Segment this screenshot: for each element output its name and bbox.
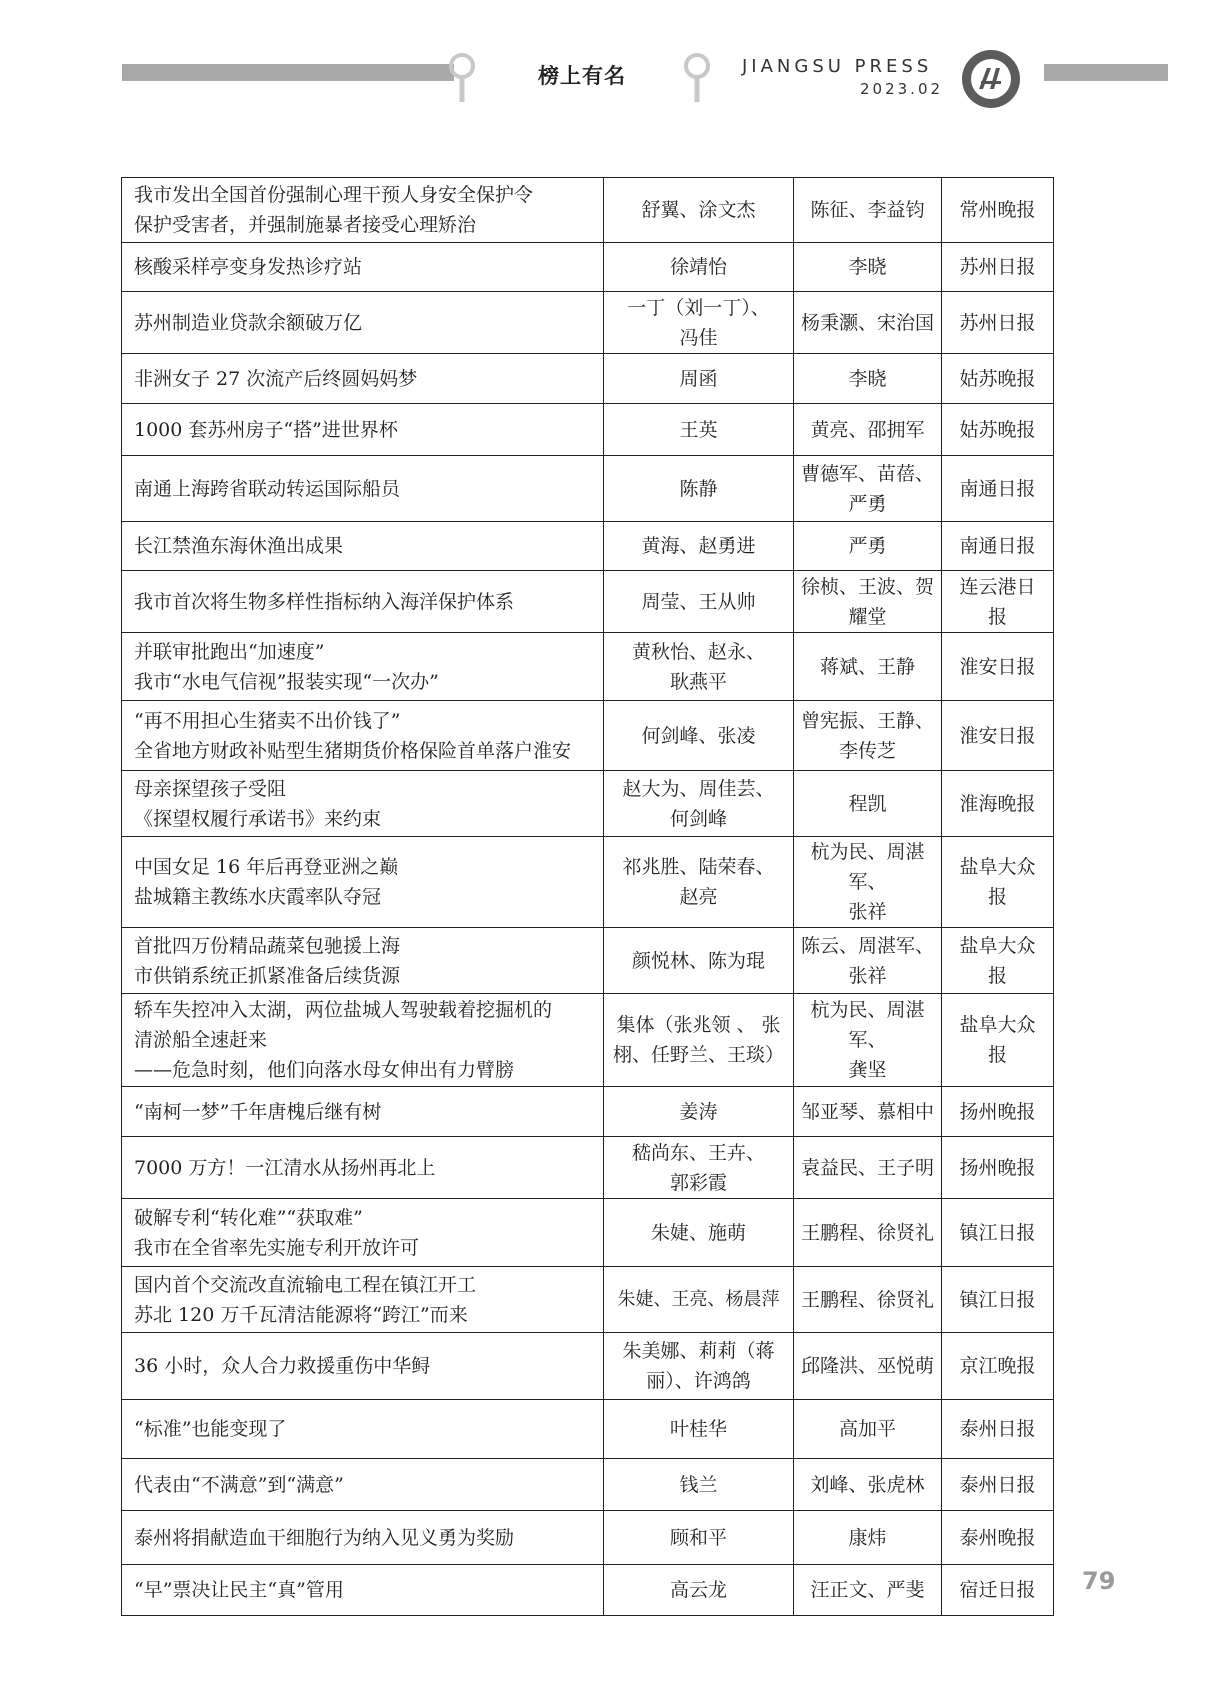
- table-row: [122, 633, 1054, 701]
- header-bar-right: [1044, 64, 1168, 81]
- editors-cell: 刘峰、张虎林: [794, 1459, 942, 1511]
- authors-cell: 钱兰: [604, 1459, 794, 1511]
- newspaper-cell: 泰州日报: [942, 1459, 1054, 1511]
- newspaper-cell: 淮安日报: [942, 633, 1054, 701]
- table-row: [122, 456, 1054, 522]
- newspaper-cell: 苏州日报: [942, 243, 1054, 292]
- authors-cell: 一丁（刘一丁）、 冯佳: [604, 292, 794, 354]
- section-title: 榜上有名: [538, 64, 626, 88]
- table-row: [122, 354, 1054, 404]
- authors-cell: 集体（张兆领 、 张 栩、任野兰、王琰）: [604, 994, 794, 1087]
- newspaper-cell: 南通日报: [942, 456, 1054, 522]
- editors-cell: 陈征、李益钧: [794, 178, 942, 243]
- issue-date: 2023.02: [860, 80, 944, 98]
- work-title-cell: 苏州制造业贷款余额破万亿: [122, 292, 604, 354]
- table-row: [122, 522, 1054, 571]
- newspaper-cell: 连云港日 报: [942, 571, 1054, 633]
- table-row: [122, 571, 1054, 633]
- editors-cell: 徐桢、王波、贺 耀堂: [794, 571, 942, 633]
- work-title-cell: 轿车失控冲入太湖，两位盐城人驾驶载着挖掘机的 清淤船全速赶来 ——危急时刻，他们向落水母女伸出有力臂膀: [122, 994, 604, 1087]
- table-row: [122, 1511, 1054, 1565]
- newspaper-cell: 镇江日报: [942, 1267, 1054, 1333]
- work-title-cell: “再不用担心生猪卖不出价钱了” 全省地方财政补贴型生猪期货价格保险首单落户淮安: [122, 701, 604, 771]
- editors-cell: 康炜: [794, 1511, 942, 1565]
- editors-cell: 袁益民、王子明: [794, 1137, 942, 1199]
- table-row: [122, 1267, 1054, 1333]
- editors-cell: 汪正文、严斐: [794, 1565, 942, 1616]
- authors-cell: 黄海、赵勇进: [604, 522, 794, 571]
- table-row: [122, 1087, 1054, 1137]
- work-title-cell: 母亲探望孩子受阻 《探望权履行承诺书》来约束: [122, 771, 604, 837]
- header-bar-left: [122, 64, 454, 81]
- authors-cell: 叶桂华: [604, 1400, 794, 1459]
- newspaper-cell: 姑苏晚报: [942, 404, 1054, 456]
- work-title-cell: 并联审批跑出“加速度” 我市“水电气信视”报装实现“一次办”: [122, 633, 604, 701]
- newspaper-cell: 淮海晚报: [942, 771, 1054, 837]
- page-number: 79: [1082, 1567, 1116, 1595]
- authors-cell: 赵大为、周佳芸、 何剑峰: [604, 771, 794, 837]
- table-row: [122, 1199, 1054, 1267]
- table-row: [122, 1137, 1054, 1199]
- newspaper-cell: 宿迁日报: [942, 1565, 1054, 1616]
- table-row: [122, 771, 1054, 837]
- work-title-cell: 7000 万方！一江清水从扬州再北上: [122, 1137, 604, 1199]
- newspaper-cell: 泰州晚报: [942, 1511, 1054, 1565]
- editors-cell: 邹亚琴、慕相中: [794, 1087, 942, 1137]
- table-row: [122, 701, 1054, 771]
- editors-cell: 黄亮、邵拥军: [794, 404, 942, 456]
- table-row: [122, 1400, 1054, 1459]
- authors-cell: 陈静: [604, 456, 794, 522]
- newspaper-cell: 扬州晚报: [942, 1087, 1054, 1137]
- editors-cell: 杭为民、周湛军、 龚坚: [794, 994, 942, 1087]
- table-row: [122, 928, 1054, 994]
- authors-cell: 王英: [604, 404, 794, 456]
- newspaper-cell: 京江晚报: [942, 1333, 1054, 1400]
- work-title-cell: 1000 套苏州房子“搭”进世界杯: [122, 404, 604, 456]
- editors-cell: 邱隆洪、巫悦萌: [794, 1333, 942, 1400]
- newspaper-cell: 淮安日报: [942, 701, 1054, 771]
- authors-cell: 周函: [604, 354, 794, 404]
- newspaper-cell: 泰州日报: [942, 1400, 1054, 1459]
- newspaper-cell: 扬州晚报: [942, 1137, 1054, 1199]
- table-row: [122, 994, 1054, 1087]
- newspaper-cell: 苏州日报: [942, 292, 1054, 354]
- table-row: [122, 837, 1054, 928]
- authors-cell: 周莹、王从帅: [604, 571, 794, 633]
- authors-cell: 朱婕、施萌: [604, 1199, 794, 1267]
- authors-cell: 何剑峰、张凌: [604, 701, 794, 771]
- editors-cell: 王鹏程、徐贤礼: [794, 1199, 942, 1267]
- awards-table-body: [122, 178, 1054, 1616]
- authors-cell: 祁兆胜、陆荣春、 赵亮: [604, 837, 794, 928]
- authors-cell: 朱美娜、莉莉（蒋 丽）、许鸿鸽: [604, 1333, 794, 1400]
- newspaper-cell: 盐阜大众 报: [942, 928, 1054, 994]
- work-title-cell: 首批四万份精品蔬菜包驰援上海 市供销系统正抓紧准备后续货源: [122, 928, 604, 994]
- table-row: [122, 1459, 1054, 1511]
- newspaper-cell: 盐阜大众 报: [942, 994, 1054, 1087]
- work-title-cell: 36 小时，众人合力救援重伤中华鲟: [122, 1333, 604, 1400]
- editors-cell: 程凯: [794, 771, 942, 837]
- work-title-cell: 国内首个交流改直流输电工程在镇江开工 苏北 120 万千瓦清洁能源将“跨江”而来: [122, 1267, 604, 1333]
- work-title-cell: “早”票决让民主“真”管用: [122, 1565, 604, 1616]
- table-row: [122, 243, 1054, 292]
- awards-table: [121, 177, 1054, 1616]
- editors-cell: 严勇: [794, 522, 942, 571]
- newspaper-cell: 盐阜大众 报: [942, 837, 1054, 928]
- work-title-cell: 我市发出全国首份强制心理干预人身安全保护令 保护受害者，并强制施暴者接受心理矫治: [122, 178, 604, 243]
- association-seal-icon: [960, 48, 1022, 110]
- editors-cell: 杨秉灏、宋治国: [794, 292, 942, 354]
- work-title-cell: 代表由“不满意”到“满意”: [122, 1459, 604, 1511]
- editors-cell: 王鹏程、徐贤礼: [794, 1267, 942, 1333]
- pin-icon: [680, 52, 714, 104]
- editors-cell: 李晓: [794, 243, 942, 292]
- editors-cell: 曹德军、苗蓓、 严勇: [794, 456, 942, 522]
- work-title-cell: “标准”也能变现了: [122, 1400, 604, 1459]
- table-row: [122, 1565, 1054, 1616]
- newspaper-cell: 南通日报: [942, 522, 1054, 571]
- work-title-cell: 泰州将捐献造血干细胞行为纳入见义勇为奖励: [122, 1511, 604, 1565]
- authors-cell: 颜悦林、陈为琨: [604, 928, 794, 994]
- work-title-cell: 长江禁渔东海休渔出成果: [122, 522, 604, 571]
- authors-cell: 顾和平: [604, 1511, 794, 1565]
- authors-cell: 舒翼、涂文杰: [604, 178, 794, 243]
- editors-cell: 杭为民、周湛军、 张祥: [794, 837, 942, 928]
- work-title-cell: 破解专利“转化难”“获取难” 我市在全省率先实施专利开放许可: [122, 1199, 604, 1267]
- table-row: [122, 178, 1054, 243]
- work-title-cell: “南柯一梦”千年唐槐后继有树: [122, 1087, 604, 1137]
- pin-icon: [445, 52, 479, 104]
- authors-cell: 徐靖怡: [604, 243, 794, 292]
- authors-cell: 高云龙: [604, 1565, 794, 1616]
- editors-cell: 曾宪振、王静、 李传芝: [794, 701, 942, 771]
- work-title-cell: 核酸采样亭变身发热诊疗站: [122, 243, 604, 292]
- work-title-cell: 中国女足 16 年后再登亚洲之巅 盐城籍主教练水庆霞率队夺冠: [122, 837, 604, 928]
- table-row: [122, 292, 1054, 354]
- editors-cell: 李晓: [794, 354, 942, 404]
- publication-name: JIANGSU PRESS: [742, 56, 933, 77]
- work-title-cell: 我市首次将生物多样性指标纳入海洋保护体系: [122, 571, 604, 633]
- authors-cell: 姜涛: [604, 1087, 794, 1137]
- newspaper-cell: 姑苏晚报: [942, 354, 1054, 404]
- newspaper-cell: 常州晚报: [942, 178, 1054, 243]
- authors-cell: 朱婕、王亮、杨晨萍: [604, 1267, 794, 1333]
- work-title-cell: 南通上海跨省联动转运国际船员: [122, 456, 604, 522]
- editors-cell: 蒋斌、王静: [794, 633, 942, 701]
- editors-cell: 高加平: [794, 1400, 942, 1459]
- table-row: [122, 1333, 1054, 1400]
- authors-cell: 嵇尚东、王卉、 郭彩霞: [604, 1137, 794, 1199]
- newspaper-cell: 镇江日报: [942, 1199, 1054, 1267]
- work-title-cell: 非洲女子 27 次流产后终圆妈妈梦: [122, 354, 604, 404]
- editors-cell: 陈云、周湛军、 张祥: [794, 928, 942, 994]
- authors-cell: 黄秋怡、赵永、 耿燕平: [604, 633, 794, 701]
- table-row: [122, 404, 1054, 456]
